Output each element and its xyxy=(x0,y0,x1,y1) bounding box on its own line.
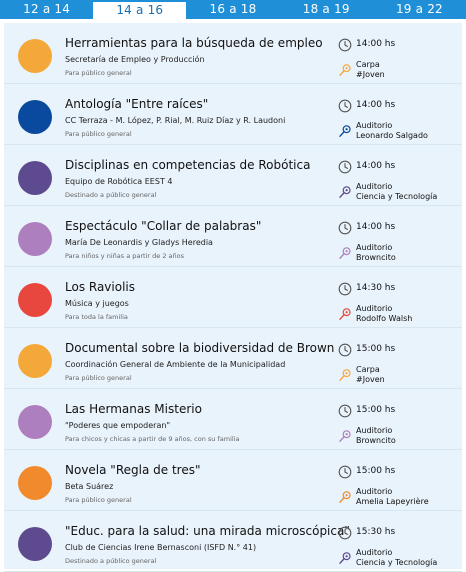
location-pin-icon xyxy=(338,367,352,381)
clock-icon xyxy=(338,220,352,234)
event-place-line1: Auditorio xyxy=(356,182,393,191)
event-presenter: Música y juegos xyxy=(65,299,129,308)
event-presenter: "Poderes que empoderan" xyxy=(65,421,171,430)
event-place-line1: Auditorio xyxy=(356,243,393,252)
location-pin-icon xyxy=(338,550,352,564)
event-place-line2: Browncito xyxy=(356,253,396,262)
event-row[interactable] xyxy=(4,145,462,206)
category-dot xyxy=(18,39,52,73)
event-title: Los Raviolis xyxy=(65,280,136,294)
location-pin-icon xyxy=(338,123,352,137)
event-audience: Para público general xyxy=(65,496,132,504)
event-place-line2: #Joven xyxy=(356,375,385,384)
event-presenter: CC Terraza - M. López, P. Rial, M. Ruiz Díaz y R. Laudoni xyxy=(65,116,286,125)
location-pin-icon xyxy=(338,306,352,320)
event-place-line1: Carpa xyxy=(356,60,380,69)
event-presenter: Equipo de Robótica EEST 4 xyxy=(65,177,173,186)
event-place-line2: Browncito xyxy=(356,436,396,445)
tab-16-a-18[interactable]: 16 a 18 xyxy=(209,2,257,16)
location-pin-icon xyxy=(338,428,352,442)
location-pin-icon xyxy=(338,245,352,259)
event-place-line1: Carpa xyxy=(356,365,380,374)
event-row[interactable] xyxy=(4,450,462,511)
clock-icon xyxy=(338,525,352,539)
location-pin-icon xyxy=(338,489,352,503)
event-place-line2: Ciencia y Tecnología xyxy=(356,192,438,201)
event-time: 14:30 hs xyxy=(356,283,396,293)
clock-icon xyxy=(338,37,352,51)
category-dot xyxy=(18,527,52,561)
event-place xyxy=(356,365,385,385)
event-place-line1: Auditorio xyxy=(356,304,393,313)
event-place-line2: Leonardo Salgado xyxy=(356,131,428,140)
event-place-line2: Ciencia y Tecnología xyxy=(356,558,438,567)
event-place-line1: Auditorio xyxy=(356,121,393,130)
event-time: 15:30 hs xyxy=(356,527,396,537)
category-dot xyxy=(18,161,52,195)
event-place-line1: Auditorio xyxy=(356,487,393,496)
event-presenter: María De Leonardis y Gladys Heredia xyxy=(65,238,213,247)
event-list xyxy=(4,23,462,569)
event-row[interactable] xyxy=(4,328,462,389)
event-time: 15:00 hs xyxy=(356,405,396,415)
event-audience: Para chicos y chicas a partir de 9 años, con su familia xyxy=(65,435,240,443)
tab-19-a-22[interactable]: 19 a 22 xyxy=(395,2,443,16)
event-place-line2: #Joven xyxy=(356,70,385,79)
event-time: 14:00 hs xyxy=(356,161,396,171)
event-presenter: Club de Ciencias Irene Bernasconi (ISFD N.° 41) xyxy=(65,543,257,552)
event-place xyxy=(356,304,412,324)
event-title: "Educ. para la salud: una mirada microscópica" xyxy=(65,524,350,538)
event-title: Disciplinas en competencias de Robótica xyxy=(65,158,311,172)
event-time: 14:00 hs xyxy=(356,100,396,110)
event-time: 15:00 hs xyxy=(356,344,396,354)
event-place-line2: Amelia Lapeyrière xyxy=(356,497,429,506)
clock-icon xyxy=(338,281,352,295)
event-title: Novela "Regla de tres" xyxy=(65,463,201,477)
event-audience: Destinado a público general xyxy=(65,557,157,565)
event-place-line1: Auditorio xyxy=(356,426,393,435)
event-presenter: Secretaría de Empleo y Producción xyxy=(65,55,205,64)
location-pin-icon xyxy=(338,184,352,198)
event-title: Herramientas para la búsqueda de empleo xyxy=(65,36,323,50)
clock-icon xyxy=(338,98,352,112)
clock-icon xyxy=(338,159,352,173)
event-place xyxy=(356,243,396,263)
tab-14-a-16[interactable]: 14 a 16 xyxy=(93,0,186,19)
category-dot xyxy=(18,283,52,317)
event-row[interactable] xyxy=(4,267,462,328)
event-time: 14:00 hs xyxy=(356,39,396,49)
event-place xyxy=(356,487,429,507)
event-place-line1: Auditorio xyxy=(356,548,393,557)
event-place xyxy=(356,121,428,141)
event-audience: Para público general xyxy=(65,374,132,382)
event-row[interactable] xyxy=(4,84,462,145)
category-dot xyxy=(18,100,52,134)
event-time: 15:00 hs xyxy=(356,466,396,476)
time-range-tabs xyxy=(0,0,466,19)
event-audience: Para público general xyxy=(65,130,132,138)
event-place xyxy=(356,182,437,202)
tab-12-a-14[interactable]: 12 a 14 xyxy=(23,2,71,16)
clock-icon xyxy=(338,464,352,478)
event-row[interactable] xyxy=(4,206,462,267)
event-row[interactable] xyxy=(4,511,462,572)
event-place-line2: Rodolfo Walsh xyxy=(356,314,413,323)
location-pin-icon xyxy=(338,62,352,76)
event-time: 14:00 hs xyxy=(356,222,396,232)
event-title: Espectáculo "Collar de palabras" xyxy=(65,219,262,233)
event-title: Antología "Entre raíces" xyxy=(65,97,209,111)
category-dot xyxy=(18,222,52,256)
tab-18-a-19[interactable]: 18 a 19 xyxy=(302,2,350,16)
event-row[interactable] xyxy=(4,389,462,450)
category-dot xyxy=(18,344,52,378)
category-dot xyxy=(18,466,52,500)
event-place xyxy=(356,60,385,80)
event-presenter: Coordinación General de Ambiente de la Municipalidad xyxy=(65,360,286,369)
event-audience: Para toda la familia xyxy=(65,313,128,321)
event-presenter: Beta Suárez xyxy=(65,482,114,491)
event-title: Documental sobre la biodiversidad de Brown xyxy=(65,341,335,355)
event-place xyxy=(356,426,396,446)
event-row[interactable] xyxy=(4,23,462,84)
clock-icon xyxy=(338,403,352,417)
category-dot xyxy=(18,405,52,439)
event-audience: Destinado a público general xyxy=(65,191,157,199)
event-place xyxy=(356,548,437,568)
clock-icon xyxy=(338,342,352,356)
event-title: Las Hermanas Misterio xyxy=(65,402,202,416)
event-audience: Para público general xyxy=(65,69,132,77)
event-audience: Para niños y niñas a partir de 2 años xyxy=(65,252,184,260)
